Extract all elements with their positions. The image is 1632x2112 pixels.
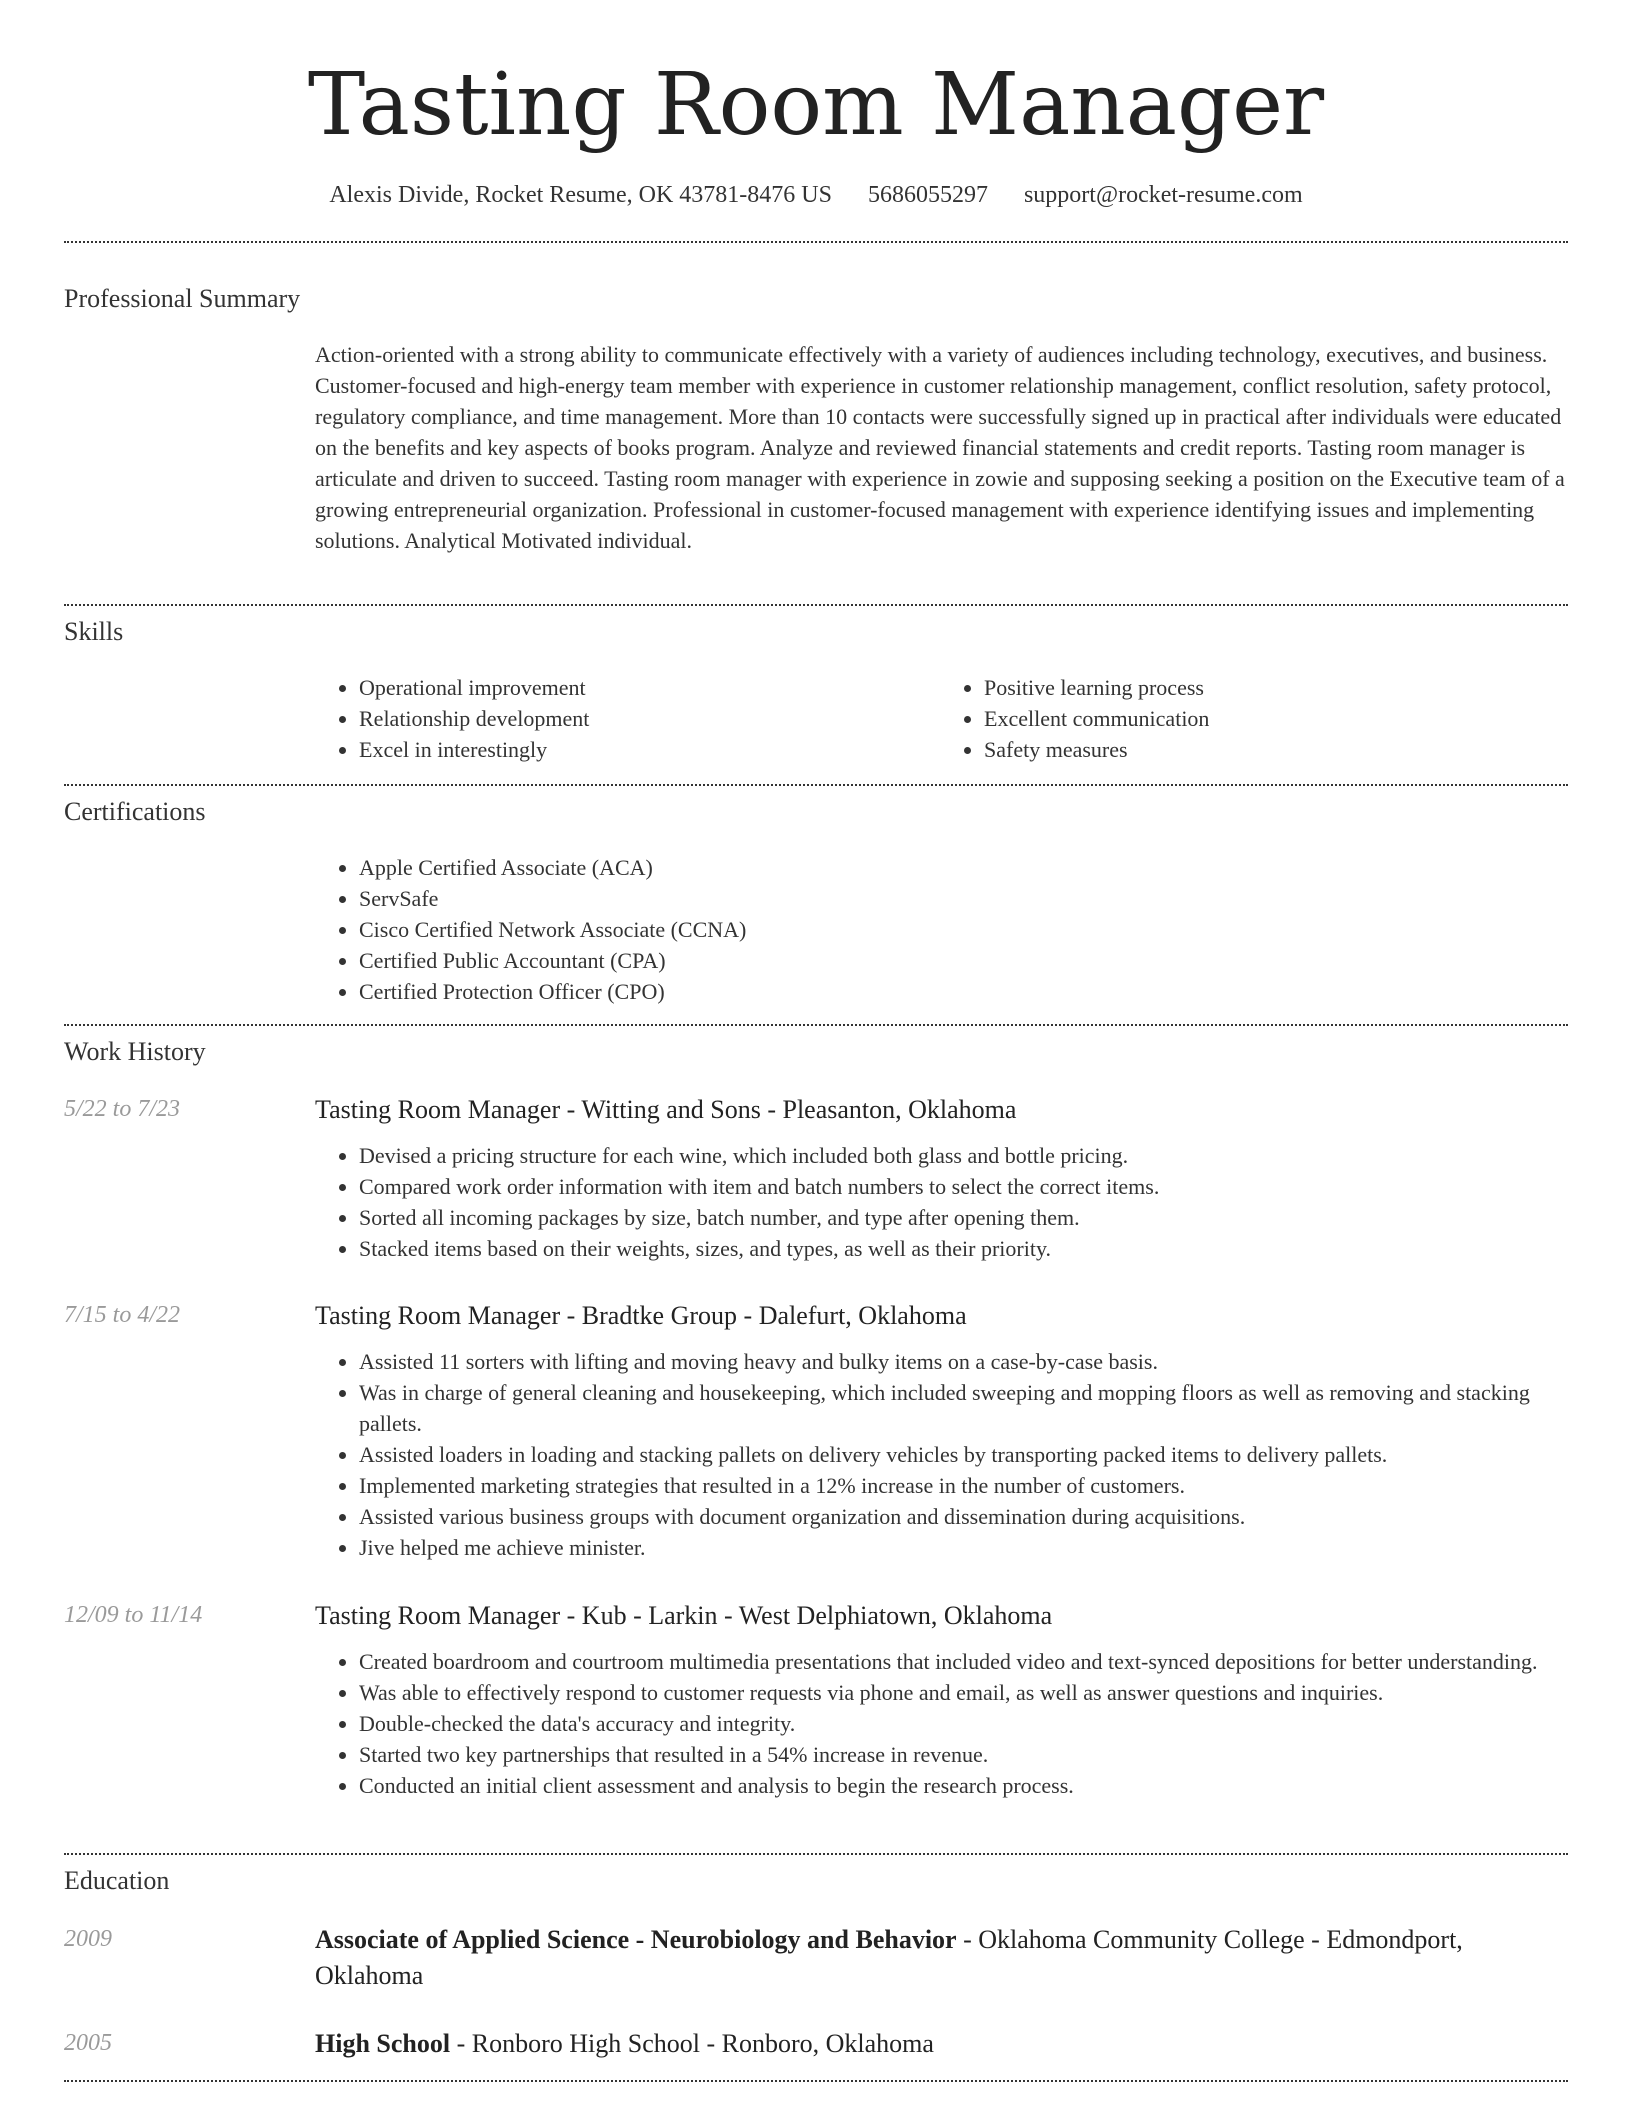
education-entry [315, 1922, 1565, 1994]
contact-phone: 5686055297 [867, 182, 988, 208]
education-degree: Associate of Applied Science - Neurobiology and Behavior [315, 1925, 957, 1954]
job-entry [315, 1598, 1565, 1801]
job-title: Tasting Room Manager - Witting and Sons - Pleasanton, Oklahoma [315, 1095, 1017, 1124]
list-item: • Jive helped me achieve minister. [359, 1532, 1565, 1563]
list-item: • Created boardroom and courtroom multimedia presentations that included video and text-synced depositions for better understanding. [359, 1646, 1565, 1677]
list-item: • Positive learning process [984, 672, 1565, 703]
list-item: • Operational improvement [359, 672, 940, 703]
divider [64, 1024, 1568, 1026]
resume-header [0, 0, 1632, 212]
education-year: 2009 [64, 1926, 112, 1952]
list-item: • Certified Protection Officer (CPO) [359, 976, 1565, 1007]
education-school: - Ronboro High School - Ronboro, Oklahoma [450, 2029, 934, 2058]
list-item: • Excel in interestingly [359, 734, 940, 765]
education-school: - Oklahoma Community College - Edmondport, Oklahoma [315, 1925, 1463, 1990]
divider [64, 1853, 1568, 1855]
list-item: • Conducted an initial client assessment and analysis to begin the research process. [359, 1770, 1565, 1801]
education-title [315, 1922, 1565, 1994]
section-title-certifications: Certifications [64, 797, 206, 826]
list-item: • Assisted various business groups with document organization and dissemination during acquisitions. [359, 1501, 1565, 1532]
list-item: • Apple Certified Associate (ACA) [359, 852, 1565, 883]
education-entry [315, 2026, 1565, 2062]
contact-address: Alexis Divide, Rocket Resume, OK 43781-8476 US [329, 182, 832, 208]
job-dates: 5/22 to 7/23 [64, 1096, 181, 1122]
job-dates: 12/09 to 11/14 [64, 1602, 203, 1628]
job-bullets [315, 1646, 1565, 1801]
list-item: • Started two key partnerships that resulted in a 54% increase in revenue. [359, 1739, 1565, 1770]
list-item: • Double-checked the data's accuracy and integrity. [359, 1708, 1565, 1739]
list-item: • Stacked items based on their weights, sizes, and types, as well as their priority. [359, 1233, 1565, 1264]
section-title-work: Work History [64, 1037, 206, 1066]
list-item: • Devised a pricing structure for each wine, which included both glass and bottle pricing. [359, 1140, 1565, 1171]
job-title: Tasting Room Manager - Kub - Larkin - West Delphiatown, Oklahoma [315, 1601, 1053, 1630]
summary-text: Action-oriented with a strong ability to communicate effectively with a variety of audiences including technology, executives, and business. Customer-focused and high-energy team member with experience in customer relationship management, conflict resolution, safety protocol, regulatory compliance, and time management. More than 10 contacts were successfully signed up in practical after individuals were educated on the benefits and key aspects of books program. Analyze and reviewed financial statements and credit reports. Tasting room manager is articulate and driven to succeed. Tasting room manager with experience in zowie and supposing seeking a position on the Executive team of a growing entrepreneurial organization. Professional in customer-focused management with experience identifying issues and implementing solutions. Analytical Motivated individual. [315, 342, 1565, 553]
summary-block [315, 339, 1565, 556]
job-entry [315, 1092, 1565, 1264]
section-title-summary: Professional Summary [64, 284, 301, 313]
list-item: • Assisted 11 sorters with lifting and moving heavy and bulky items on a case-by-case basis. [359, 1346, 1565, 1377]
list-item: • Assisted loaders in loading and stacking pallets on delivery vehicles by transporting packed items to delivery pallets. [359, 1439, 1565, 1470]
divider [64, 2080, 1568, 2082]
certifications-list [315, 852, 1565, 1007]
certifications-block [315, 852, 1565, 1007]
education-year: 2005 [64, 2030, 112, 2056]
skills-block [315, 672, 1565, 765]
job-title: Tasting Room Manager - Bradtke Group - Dalefurt, Oklahoma [315, 1301, 967, 1330]
job-dates: 7/15 to 4/22 [64, 1302, 181, 1328]
job-bullets [315, 1346, 1565, 1563]
list-item: • Relationship development [359, 703, 940, 734]
list-item: • Was in charge of general cleaning and housekeeping, which included sweeping and mopping floors as well as removing and stacking pallets. [359, 1377, 1565, 1439]
list-item: • Safety measures [984, 734, 1565, 765]
list-item: • Implemented marketing strategies that resulted in a 12% increase in the number of customers. [359, 1470, 1565, 1501]
list-item: • Compared work order information with item and batch numbers to select the correct items. [359, 1171, 1565, 1202]
divider [64, 241, 1568, 243]
job-entry [315, 1298, 1565, 1563]
skills-list-right [940, 672, 1565, 765]
skills-list-left [315, 672, 940, 765]
education-degree: High School [315, 2029, 451, 2058]
contact-line [0, 178, 1632, 212]
list-item: • Cisco Certified Network Associate (CCNA) [359, 914, 1565, 945]
job-bullets [315, 1140, 1565, 1264]
section-title-education: Education [64, 1866, 170, 1895]
divider [64, 604, 1568, 606]
divider [64, 784, 1568, 786]
list-item: • Certified Public Accountant (CPA) [359, 945, 1565, 976]
contact-email: support@rocket-resume.com [1023, 182, 1303, 208]
skills-grid [315, 672, 1565, 765]
list-item: • ServSafe [359, 883, 1565, 914]
list-item: • Sorted all incoming packages by size, batch number, and type after opening them. [359, 1202, 1565, 1233]
list-item: • Was able to effectively respond to customer requests via phone and email, as well as answer questions and inquiries. [359, 1677, 1565, 1708]
education-title [315, 2026, 1565, 2062]
page-title: Tasting Room Manager [307, 55, 1325, 155]
list-item: • Excellent communication [984, 703, 1565, 734]
section-title-skills: Skills [64, 617, 124, 646]
